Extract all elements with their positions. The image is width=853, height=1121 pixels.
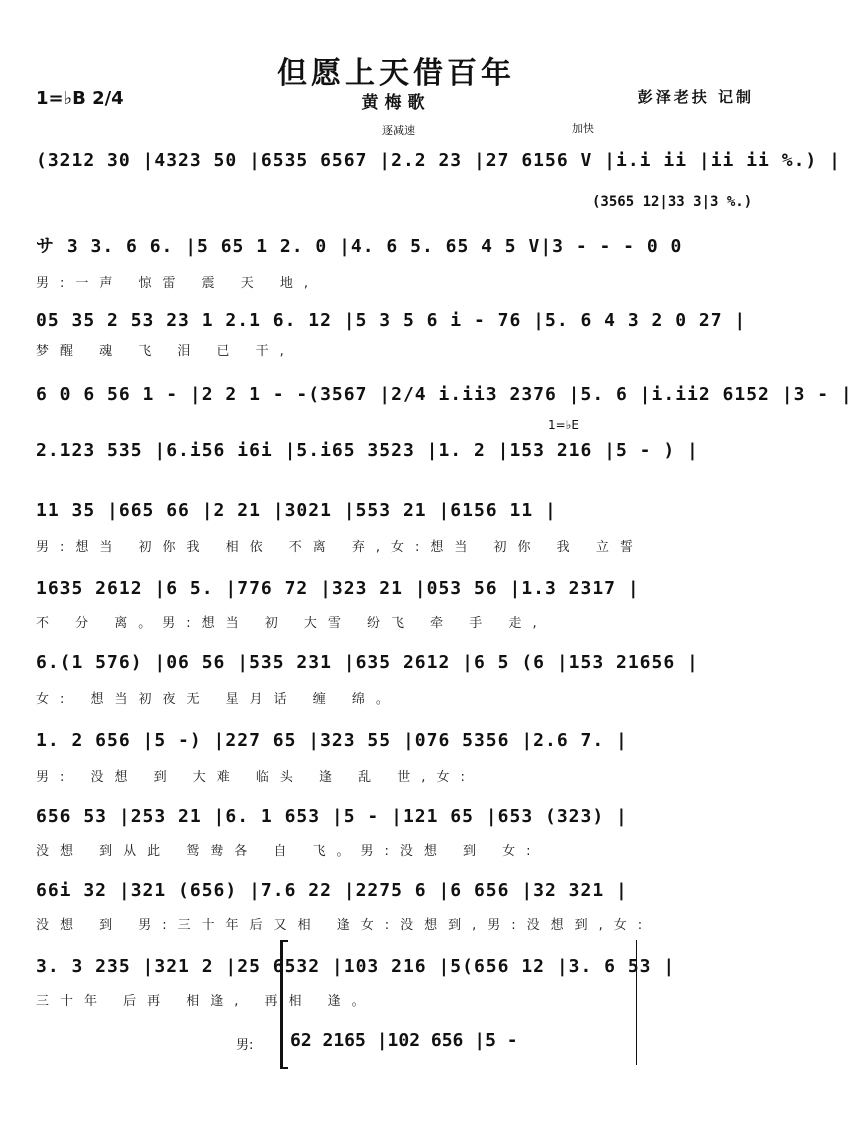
lyrics-row-8: 女: 想当初夜无 星月话 缠 绵。 [36,692,400,707]
score-row-6: 11 35 |665 66 |2 21 |3021 |553 21 |6156 11 | [36,500,557,521]
score-row-10: 656 53 |253 21 |6. 1 653 |5 - |121 65 |653 (323) | [36,806,628,827]
lyrics-row-12: 三十年 后再 相逢, 再相 逢。 [36,994,376,1009]
lyrics-row-7: 不 分 离。男:想当 初 大雪 纷飞 牵 手 走, [36,616,548,631]
score-row-11: 66i 32 |321 (656) |7.6 22 |2275 6 |6 656 |32 321 | [36,880,628,901]
song-subtitle: 黄梅歌 [361,93,431,113]
accel-marking: 加快 [572,122,594,135]
score-row-13: 62 2165 |102 656 |5 - [290,1030,518,1051]
lyrics-row-2: 男:一声 惊雷 震 天 地, [36,276,320,291]
song-title: 但愿上天借百年 [277,56,515,91]
system-brace [280,940,288,1069]
score-row-12: 3. 3 235 |321 2 |25 6532 |103 216 |5(656 12 |3. 6 53 | [36,956,676,977]
rit-marking: 逐减速 [382,124,415,137]
score-row-7: 1635 2612 |6 5. |776 72 |323 21 |053 56 |1.3 2317 | [36,578,640,599]
score-row-2: サ 3 3. 6 6. |5 65 1 2. 0 |4. 6 5. 65 4 5 V|3 - - - 0 0 [36,236,683,257]
lyrics-row-9: 男: 没想 到 大难 临头 逢 乱 世,女: [36,770,476,785]
credit-line: 彭泽老扶 记制 [637,88,754,106]
key-change: 1=♭E [548,418,579,432]
score-row-8: 6.(1 576) |06 56 |535 231 |635 2612 |6 5 (6 |153 21656 | [36,652,699,673]
score-row-3: 05 35 2 53 23 1 2.1 6. 12 |5 3 5 6 i - 76 |5. 6 4 3 2 0 27 | [36,310,747,331]
lyrics-row-6: 男:想当 初你我 相依 不离 弃,女:想当 初你 我 立誓 [36,540,644,555]
score-row-1: (3212 30 |4323 50 |6535 6567 |2.2 23 |27 6156 V |i.i ii |ii ii %.) | [36,150,841,171]
score-row-5: 2.123 535 |6.i56 i6i |5.i65 3523 |1. 2 |153 216 |5 - ) | [36,440,699,461]
score-row-9: 1. 2 656 |5 -) |227 65 |323 55 |076 5356 |2.6 7. | [36,730,628,751]
lyrics-row-11: 没想 到 男:三十年后又相 逢女:没想到,男:没想到,女: [36,918,654,933]
key-signature: 1=♭B 2/4 [36,88,124,109]
score-row-4: 6 0 6 56 1 - |2 2 1 - -(3567 |2/4 i.ii3 2376 |5. 6 |i.ii2 6152 |3 - | [36,384,853,405]
lyrics-row-10: 没想 到从此 鸳鸯各 自 飞。男:没想 到 女: [36,844,542,859]
system-barline [636,940,637,1065]
male-part-label: 男: [236,1038,254,1053]
score-row-1-aux: (3565 12|33 3|3 %.) [592,194,753,210]
lyrics-row-3: 梦醒 魂 飞 泪 已 干, [36,344,295,359]
